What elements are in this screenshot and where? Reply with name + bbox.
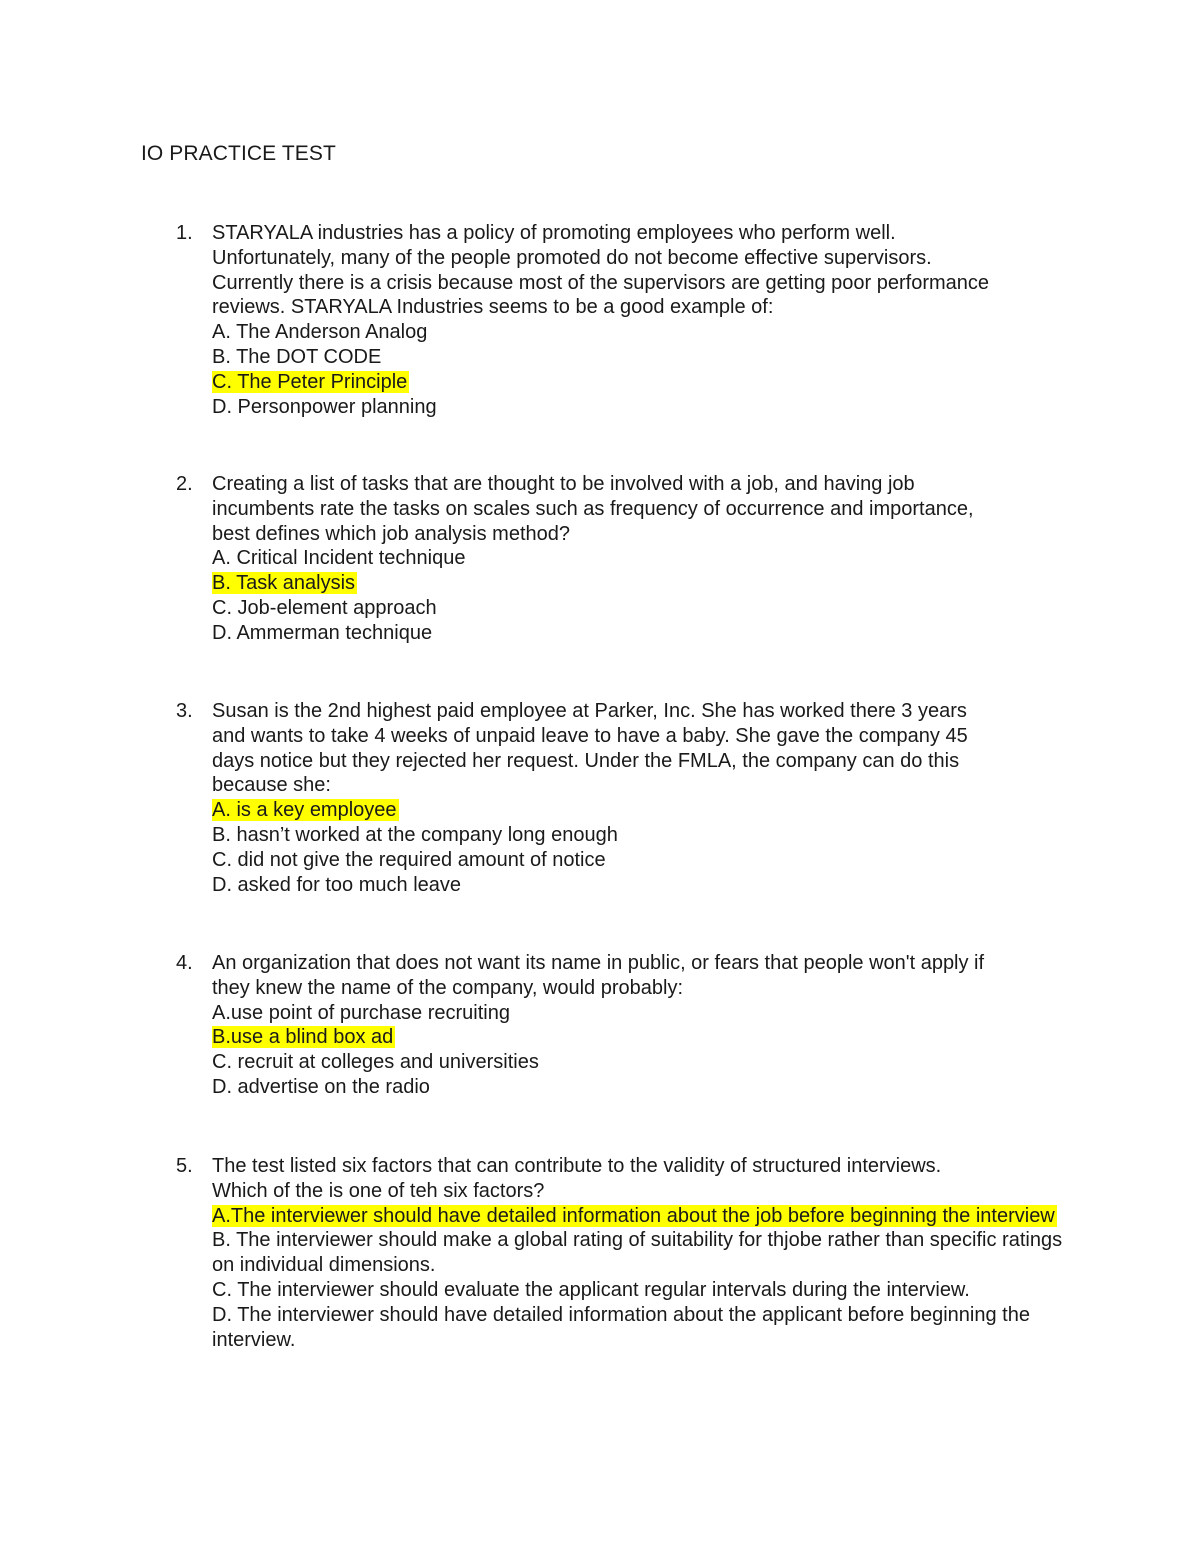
question-body — [212, 1154, 1082, 1352]
question-body — [212, 472, 1072, 646]
answer-option-d: D. The interviewer should have detailed information about the applicant before beginning the interview. — [212, 1303, 1030, 1351]
answer-option-c: C. Job-element approach — [212, 596, 437, 619]
question-number: 1. — [176, 222, 193, 244]
question-stem-line: best defines which job analysis method? — [212, 522, 570, 545]
question-stem-line: and wants to take 4 weeks of unpaid leave to have a baby. She gave the company 45 — [212, 724, 968, 747]
question-stem-line: they knew the name of the company, would probably: — [212, 976, 684, 999]
question-stem-line: Susan is the 2nd highest paid employee at Parker, Inc. She has worked there 3 years — [212, 700, 967, 722]
question-number: 3. — [176, 700, 193, 722]
highlighted-answer: B.use a blind box ad — [212, 1026, 394, 1049]
answer-options — [212, 798, 1072, 897]
document-title: IO PRACTICE TEST — [141, 142, 336, 165]
answer-option-a: A.use point of purchase recruiting — [212, 1001, 510, 1024]
question-body — [212, 699, 1072, 897]
question-body — [212, 951, 1072, 1100]
answer-option-b: B. The DOT CODE — [212, 345, 382, 368]
question-number: 5. — [176, 1155, 193, 1177]
question-number: 2. — [176, 473, 193, 495]
answer-option-b-highlighted — [212, 1025, 1072, 1050]
answer-option-b: B. hasn’t worked at the company long enough — [212, 823, 618, 846]
question-stem-line: because she: — [212, 774, 331, 797]
question-stem-line: Which of the is one of teh six factors? — [212, 1179, 545, 1202]
highlighted-answer: C. The Peter Principle — [212, 370, 408, 393]
question-stem-line: STARYALA industries has a policy of promoting employees who perform well. — [212, 222, 896, 244]
answer-option-a: A. Critical Incident technique — [212, 547, 466, 570]
answer-option-a-highlighted — [212, 798, 1072, 823]
question-stem — [212, 951, 1072, 1001]
answer-option-d: D. asked for too much leave — [212, 873, 462, 896]
answer-option-a: A. The Anderson Analog — [212, 321, 428, 344]
question-stem-line: days notice but they rejected her request. Under the FMLA, the company can do this — [212, 749, 960, 772]
question-stem-line: Unfortunately, many of the people promoted do not become effective supervisors. — [212, 246, 932, 269]
question-stem-line: Creating a list of tasks that are thought to be involved with a job, and having job — [212, 473, 915, 495]
question-stem — [212, 221, 1072, 320]
question-stem — [212, 472, 1072, 546]
answer-option-a-highlighted — [212, 1204, 1082, 1229]
question-stem — [212, 1154, 1082, 1204]
answer-options — [212, 546, 1072, 645]
answer-options — [212, 1001, 1072, 1100]
highlighted-answer: A.The interviewer should have detailed information about the job before beginning the interview — [212, 1204, 1055, 1227]
question-stem-line: Currently there is a crisis because most of the supervisors are getting poor performance — [212, 271, 990, 294]
answer-option-d: D. Ammerman technique — [212, 621, 433, 644]
answer-option-d: D. advertise on the radio — [212, 1075, 430, 1098]
answer-option-c: C. did not give the required amount of notice — [212, 848, 606, 871]
answer-option-d: D. Personpower planning — [212, 395, 437, 418]
answer-option-b: B. The interviewer should make a global rating of suitability for thjobe rather than specific ratings on individual dimensions. — [212, 1229, 1063, 1277]
question-stem-line: reviews. STARYALA Industries seems to be a good example of: — [212, 296, 774, 319]
answer-options — [212, 1204, 1082, 1353]
question-number: 4. — [176, 952, 193, 974]
question-stem-line: incumbents rate the tasks on scales such as frequency of occurrence and importance, — [212, 497, 974, 520]
question-stem-line: The test listed six factors that can contribute to the validity of structured interviews. — [212, 1155, 942, 1177]
answer-option-c: C. The interviewer should evaluate the applicant regular intervals during the interview. — [212, 1278, 970, 1301]
question-stem-line: An organization that does not want its name in public, or fears that people won't apply if — [212, 952, 985, 974]
question-body — [212, 221, 1072, 419]
answer-option-c-highlighted — [212, 370, 1072, 395]
answer-option-c: C. recruit at colleges and universities — [212, 1051, 539, 1074]
answer-options — [212, 320, 1072, 419]
highlighted-answer: B. Task analysis — [212, 572, 356, 595]
question-stem — [212, 699, 1072, 798]
answer-option-b-highlighted — [212, 571, 1072, 596]
highlighted-answer: A. is a key employee — [212, 799, 397, 822]
